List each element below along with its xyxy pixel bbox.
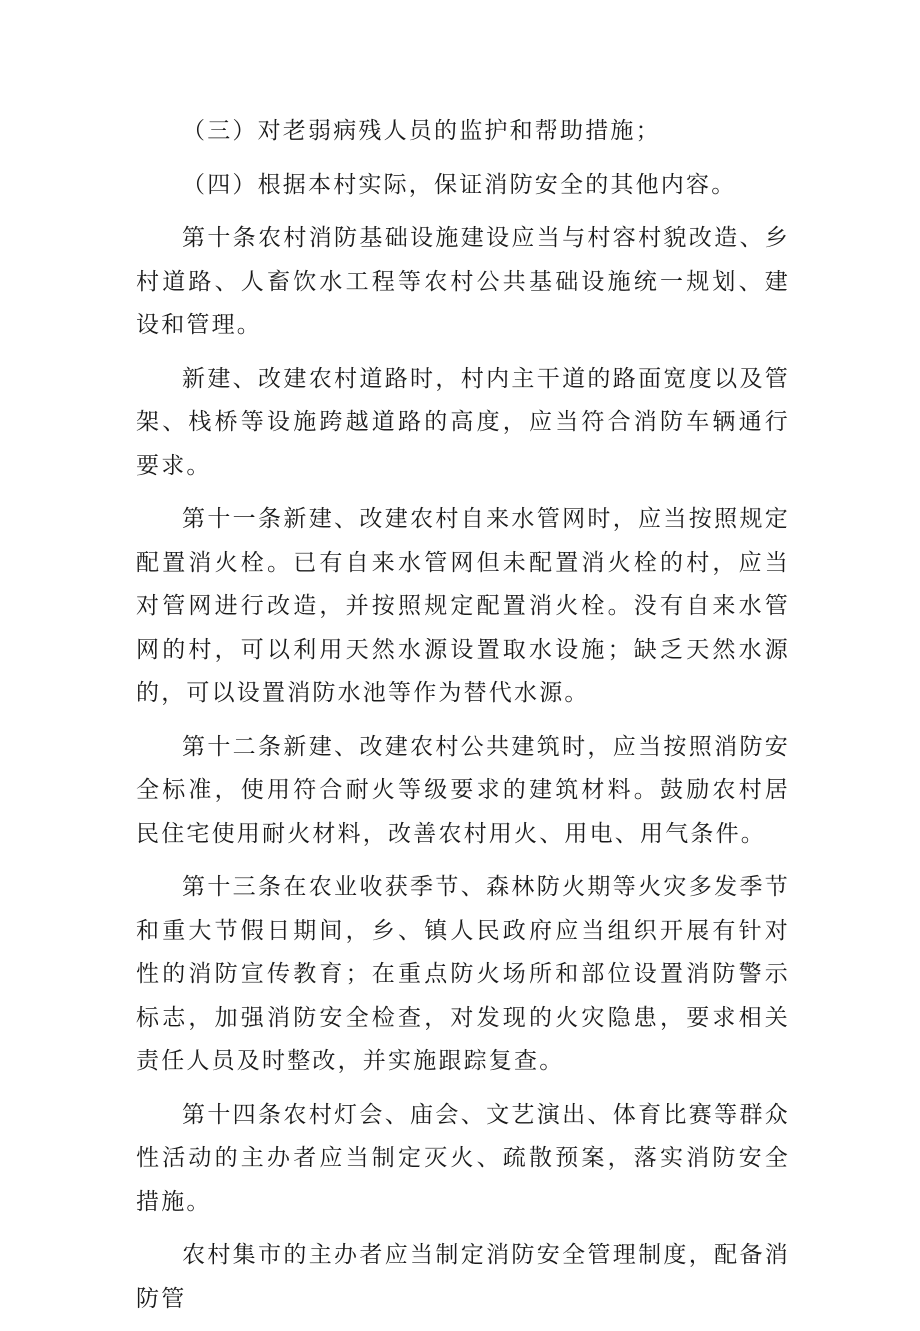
paragraph-article-14-markets: 农村集市的主办者应当制定消防安全管理制度，配备消防管 — [136, 1242, 790, 1312]
paragraph-item-3-elderly-care: （三）对老弱病残人员的监护和帮助措施； — [182, 118, 661, 144]
paragraph-article-14: 第十四条农村灯会、庙会、文艺演出、体育比赛等群众性活动的主办者应当制定灭火、疏散预案，落实消防安全措施。 — [136, 1101, 790, 1215]
paragraph-article-12: 第十二条新建、改建农村公共建筑时，应当按照消防安全标准，使用符合耐火等级要求的建筑材料。鼓励农村居民住宅使用耐火材料，改善农村用火、用电、用气条件。 — [136, 733, 790, 847]
paragraph-article-10-roads: 新建、改建农村道路时，村内主干道的路面宽度以及管架、栈桥等设施跨越道路的高度，应当符合消防车辆通行要求。 — [136, 365, 790, 479]
paragraph-item-4-other-content: （四）根据本村实际，保证消防安全的其他内容。 — [182, 171, 737, 198]
paragraph-article-10: 第十条农村消防基础设施建设应当与村容村貌改造、乡村道路、人畜饮水工程等农村公共基础设施统一规划、建设和管理。 — [136, 225, 790, 338]
paragraph-article-11: 第十一条新建、改建农村自来水管网时，应当按照规定配置消火栓。已有自来水管网但未配置消火栓的村，应当对管网进行改造，并按照规定配置消火栓。没有自来水管网的村，可以利用天然水源设置取水设施；缺乏天然水源的，可以设置消防水池等作为替代水源。 — [136, 506, 790, 706]
paragraph-article-13: 第十三条在农业收获季节、森林防火期等火灾多发季节和重大节假日期间，乡、镇人民政府应当组织开展有针对性的消防宣传教育；在重点防火场所和部位设置消防警示标志，加强消防安全检查，对发现的火灾隐患，要求相关责任人员及时整改，并实施跟踪复查。 — [136, 874, 790, 1074]
document-body — [136, 110, 790, 1331]
